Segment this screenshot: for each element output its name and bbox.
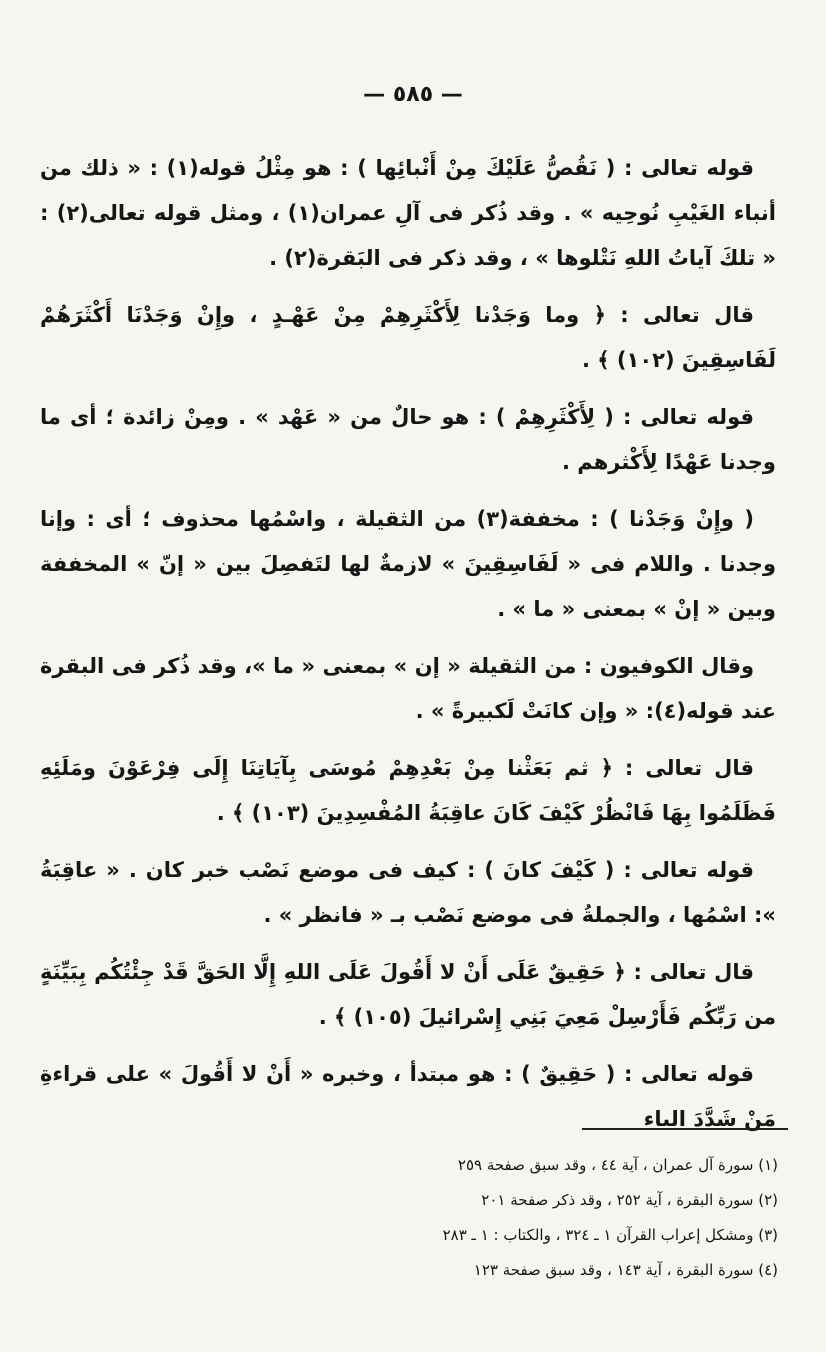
paragraph: قوله تعالى : ( حَقِيقٌ ) : هو مبتدأ ، وخبره « أَنْ لا أَقُولَ » على قراءةِ مَنْ شَدَّدَ الياء [40,1062,776,1131]
paragraph: قوله تعالى : ( كَيْفَ كانَ ) : كيف فى موضع نَصْب خبر كان . « عاقِبَةُ »: اسْمُها ، والجملةُ فى موضع نَصْب بـ « فانظر » . [40,858,776,927]
footnote-divider [582,1128,788,1130]
paragraph: قال تعالى : ﴿ وما وَجَدْنا لِأَكْثَرِهِمْ مِنْ عَهْـدٍ ، وإِنْ وَجَدْنَا أَكْثَرَهُمْ لَفَاسِقِينَ (١٠٢) ﴾ . [40,303,776,372]
paragraph: قوله تعالى : ( لِأَكْثَرِهِمْ ) : هو حالٌ من « عَهْد » . ومِنْ زائدة ؛ أى ما وجدنا عَهْدًا لِأَكْثرهم . [40,405,776,474]
paragraph: قال تعالى : ﴿ ثم بَعَثْنا مِنْ بَعْدِهِمْ مُوسَى بِآيَاتِنَا إِلَى فِرْعَوْنَ ومَلَئِهِ فَظَلَمُوا بِهَا فَانْظُرْ كَيْفَ كَانَ عاقِبَةُ المُفْسِدِينَ (١٠٣) ﴾ . [40,756,776,825]
paragraph: قال تعالى : ﴿ حَقِيقٌ عَلَى أَنْ لا أَقُولَ عَلَى اللهِ إِلَّا الحَقَّ قَدْ جِئْتُكُم بِبَيِّنَةٍ من رَبِّكُم فَأَرْسِلْ مَعِيَ بَنِي إِسْرائيلَ (١٠٥) ﴾ . [40,960,776,1029]
page-number: — ٥٨٥ — [363,82,463,107]
paragraph: وقال الكوفيون : من الثقيلة « إن » بمعنى « ما »، وقد ذُكر فى البقرة عند قوله(٤): « وإن كانَتْ لَكبيرةً » . [40,654,776,723]
body-text [40,146,776,1154]
paragraph: قوله تعالى : ( نَقُصُّ عَلَيْكَ مِنْ أَنْبائِها ) : هو مِثْلُ قوله(١) : « ذلك من أنباء الغَيْبِ نُوحِيه » . وقد ذُكر فى آلِ عمران(١) ، ومثل قوله تعالى(٢) : « تلكَ آياتُ اللهِ نَتْلوها » ، وقد ذكر فى البَقرة(٢) . [40,156,776,270]
paragraph: ( وإِنْ وَجَدْنا ) : مخففة(٣) من الثقيلة ، واسْمُها محذوف ؛ أى : وإنا وجدنا . واللام فى « لَفَاسِقِينَ » لازمةٌ لها لتَفصِلَ بين « إنّ » المخففة وبين « إنْ » بمعنى « ما » . [40,507,776,621]
footnote: (٣) ومشكل إعراب القرآن ١ ـ ٣٢٤ ، والكتاب : ١ ـ ٢٨٣ [442,1226,778,1244]
footnote: (٤) سورة البقرة ، آية ١٤٣ ، وقد سبق صفحة ١٢٣ [473,1261,778,1279]
footnotes [178,1148,778,1288]
footnote: (١) سورة آل عمران ، آية ٤٤ ، وقد سبق صفحة ٢٥٩ [457,1156,778,1174]
footnote: (٢) سورة البقرة ، آية ٢٥٢ ، وقد ذكر صفحة ٢٠١ [481,1191,778,1209]
